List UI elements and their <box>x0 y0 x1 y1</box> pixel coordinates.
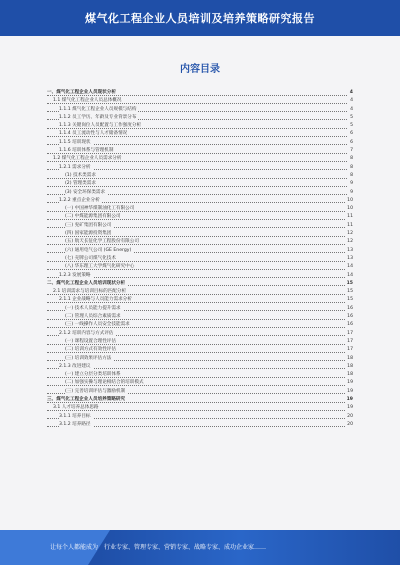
toc-entry[interactable] <box>47 396 353 404</box>
toc-entry[interactable] <box>47 205 353 213</box>
toc-entry-title: (一) 建立分层分类培训体系 <box>65 372 121 378</box>
toc-entry-page: 15 <box>345 288 353 296</box>
toc-entry-page: 17 <box>345 330 353 338</box>
toc-entry-page: 5 <box>348 114 353 122</box>
toc-entry-page: 4 <box>348 89 353 97</box>
toc-entry-page: 18 <box>345 371 353 379</box>
toc-entry[interactable] <box>47 172 353 180</box>
toc-list <box>47 89 353 429</box>
toc-entry[interactable] <box>47 147 353 155</box>
toc-entry-title: (五) 航天长征化学工程股份有限公司 <box>65 239 139 245</box>
toc-entry-title: 1.2.2 重点企业分析 <box>59 197 100 203</box>
toc-entry-title: (六) 通用电气公司 (GE Energy) <box>65 247 132 253</box>
toc-entry[interactable] <box>47 379 353 387</box>
toc-entry-page: 4 <box>348 97 353 105</box>
toc-entry-page: 16 <box>345 313 353 321</box>
toc-entry[interactable] <box>47 272 353 280</box>
toc-entry-page: 11 <box>345 213 353 221</box>
toc-entry-title: (2) 管理类需求 <box>65 181 96 187</box>
toc-entry-page: 10 <box>345 205 353 213</box>
toc-entry-title: (三) 培训效果评估方法 <box>65 355 112 361</box>
toc-entry[interactable] <box>47 130 353 138</box>
toc-entry-title: 2.1.3 改进建议 <box>59 363 91 369</box>
toc-entry-title: (四) 国家能源投资集团 <box>65 231 112 237</box>
toc-entry[interactable] <box>47 139 353 147</box>
toc-entry-page: 17 <box>345 346 353 354</box>
toc-entry[interactable] <box>47 330 353 338</box>
toc-entry[interactable] <box>47 371 353 379</box>
toc-entry-page: 20 <box>345 413 353 421</box>
toc-entry[interactable] <box>47 255 353 263</box>
toc-entry[interactable] <box>47 197 353 205</box>
toc-entry[interactable] <box>47 413 353 421</box>
toc-entry-title: (八) 华东理工大学煤气化研究中心 <box>65 264 135 270</box>
toc-entry[interactable] <box>47 388 353 396</box>
toc-entry-page: 6 <box>348 139 353 147</box>
toc-entry[interactable] <box>47 164 353 172</box>
toc-entry-page: 9 <box>348 180 353 188</box>
toc-entry-page: 12 <box>345 238 353 246</box>
toc-entry-title: 1.1.3 关键岗位人员配置与工作强度分析 <box>59 123 142 129</box>
toc-entry[interactable] <box>47 346 353 354</box>
toc-entry-title: (二) 培训方式有效性评估 <box>65 347 116 353</box>
toc-entry[interactable] <box>47 280 353 288</box>
toc-entry-page: 4 <box>348 106 353 114</box>
toc-entry-title: 二、煤气化工程企业人员培训现状分析 <box>47 280 126 286</box>
toc-entry[interactable] <box>47 363 353 371</box>
toc-entry-title: 三、煤气化工程企业人员培养策略研究 <box>47 396 126 402</box>
toc-entry-title: 1.1.6 培训体系与管理机制 <box>59 148 114 154</box>
toc-entry-title: 3.1.1 培养目标 <box>59 413 91 419</box>
toc-entry-page: 16 <box>345 321 353 329</box>
toc-entry-title: 1.1.2 员工学历、年龄及专业背景分布 <box>59 114 137 120</box>
toc-entry-title: 1.2.1 需求分析 <box>59 164 91 170</box>
toc-entry[interactable] <box>47 421 353 429</box>
toc-entry-title: (3) 安全环保类需求 <box>65 189 106 195</box>
toc-title: 内容目录 <box>180 64 220 75</box>
toc-entry-title: 1.1 煤气化工程企业人员总体概况 <box>53 98 122 104</box>
toc-entry-page: 19 <box>345 404 353 412</box>
toc-entry-page: 14 <box>345 263 353 271</box>
report-title: 煤气化工程企业人员培训及培养策略研究报告 <box>85 12 315 25</box>
footer-banner <box>0 530 400 565</box>
toc-entry-page: 8 <box>348 172 353 180</box>
toc-entry-page: 20 <box>345 421 353 429</box>
toc-entry-page: 5 <box>348 122 353 130</box>
toc-entry[interactable] <box>47 213 353 221</box>
toc-entry[interactable] <box>47 338 353 346</box>
toc-entry-page: 15 <box>345 296 353 304</box>
footer-slogan: 让每个人都能成为 行业专家、管理专家、营销专家、战略专家、成功企业家…… <box>50 544 267 551</box>
toc-entry-title: (三) 一线操作人员安全技能需求 <box>65 322 130 328</box>
toc-entry-title: 3.1.2 培养路径 <box>59 421 91 427</box>
toc-entry-page: 7 <box>348 147 353 155</box>
toc-entry[interactable] <box>47 189 353 197</box>
toc-entry-page: 9 <box>348 189 353 197</box>
toc-entry-title: (一) 课程设置合理性评估 <box>65 338 116 344</box>
toc-entry[interactable] <box>47 230 353 238</box>
toc-entry-page: 19 <box>345 379 353 387</box>
toc-entry-page: 18 <box>345 363 353 371</box>
toc-entry-page: 18 <box>345 355 353 363</box>
toc-entry[interactable] <box>47 106 353 114</box>
toc-entry-title: (二) 中煤能源集团有限公司 <box>65 214 121 220</box>
toc-entry-page: 10 <box>345 197 353 205</box>
toc-entry[interactable] <box>47 247 353 255</box>
toc-entry[interactable] <box>47 97 353 105</box>
toc-entry-title: 1.2 煤气化工程企业人员需求分析 <box>53 156 122 162</box>
toc-entry[interactable] <box>47 263 353 271</box>
toc-entry-title: (1) 技术类需求 <box>65 172 96 178</box>
toc-entry-title: 2.1.2 培训内容与方式评估 <box>59 330 114 336</box>
toc-entry-page: 8 <box>348 155 353 163</box>
toc-entry-title: (一) 技术人员能力提升需求 <box>65 305 121 311</box>
toc-entry[interactable] <box>47 321 353 329</box>
toc-entry-page: 17 <box>345 338 353 346</box>
toc-entry[interactable] <box>47 222 353 230</box>
toc-entry-page: 15 <box>345 280 353 288</box>
report-header <box>0 0 400 36</box>
toc-entry-page: 13 <box>345 247 353 255</box>
toc-entry-title: (三) 兖矿集团有限公司 <box>65 222 112 228</box>
toc-entry[interactable] <box>47 114 353 122</box>
toc-entry-title: 一、煤气化工程企业人员现状分析 <box>47 90 116 95</box>
toc-entry-title: 3.1 人才培养总体思路 <box>53 405 99 411</box>
toc-entry-title: (二) 加强实操与理论相结合的培训模式 <box>65 380 144 386</box>
toc-entry-title: 1.1.5 培训现状 <box>59 139 91 145</box>
toc-entry[interactable] <box>47 122 353 130</box>
toc-entry-title: (三) 完善培训评估与激励机制 <box>65 388 126 394</box>
toc-entry-page: 13 <box>345 255 353 263</box>
toc-entry-page: 19 <box>345 396 353 404</box>
toc-entry-title: 1.1.4 员工流动性与人才储备情况 <box>59 131 128 137</box>
toc-entry[interactable] <box>47 305 353 313</box>
toc-entry-title: 2.1.1 企业战略与人员能力需求分析 <box>59 297 132 303</box>
toc-entry-page: 14 <box>345 272 353 280</box>
toc-entry-title: (七) 壳牌公司煤气化技术 <box>65 255 116 261</box>
toc-entry-title: 1.1.1 煤气化工程企业人员规模与结构 <box>59 106 137 112</box>
toc-entry-page: 19 <box>345 388 353 396</box>
toc-entry-title: (二) 管理人员综合素质需求 <box>65 314 121 320</box>
toc-entry-title: 2.1 培训需求与培训目标的匹配分析 <box>53 289 127 295</box>
toc-entry[interactable] <box>47 313 353 321</box>
toc-entry[interactable] <box>47 296 353 304</box>
toc-entry-title: (一) 中国神华煤制油化工有限公司 <box>65 206 135 212</box>
toc-entry[interactable] <box>47 180 353 188</box>
toc-entry-page: 11 <box>345 222 353 230</box>
toc-entry-page: 6 <box>348 130 353 138</box>
toc-entry[interactable] <box>47 288 353 296</box>
toc-entry-title: 1.2.3 发展策略 <box>59 272 91 278</box>
toc-entry[interactable] <box>47 355 353 363</box>
toc-entry[interactable] <box>47 155 353 163</box>
toc-page <box>0 36 400 530</box>
toc-entry-page: 12 <box>345 230 353 238</box>
toc-entry[interactable] <box>47 89 353 97</box>
toc-entry-page: 16 <box>345 305 353 313</box>
toc-entry-page: 8 <box>348 164 353 172</box>
toc-entry[interactable] <box>47 404 353 412</box>
toc-entry[interactable] <box>47 238 353 246</box>
